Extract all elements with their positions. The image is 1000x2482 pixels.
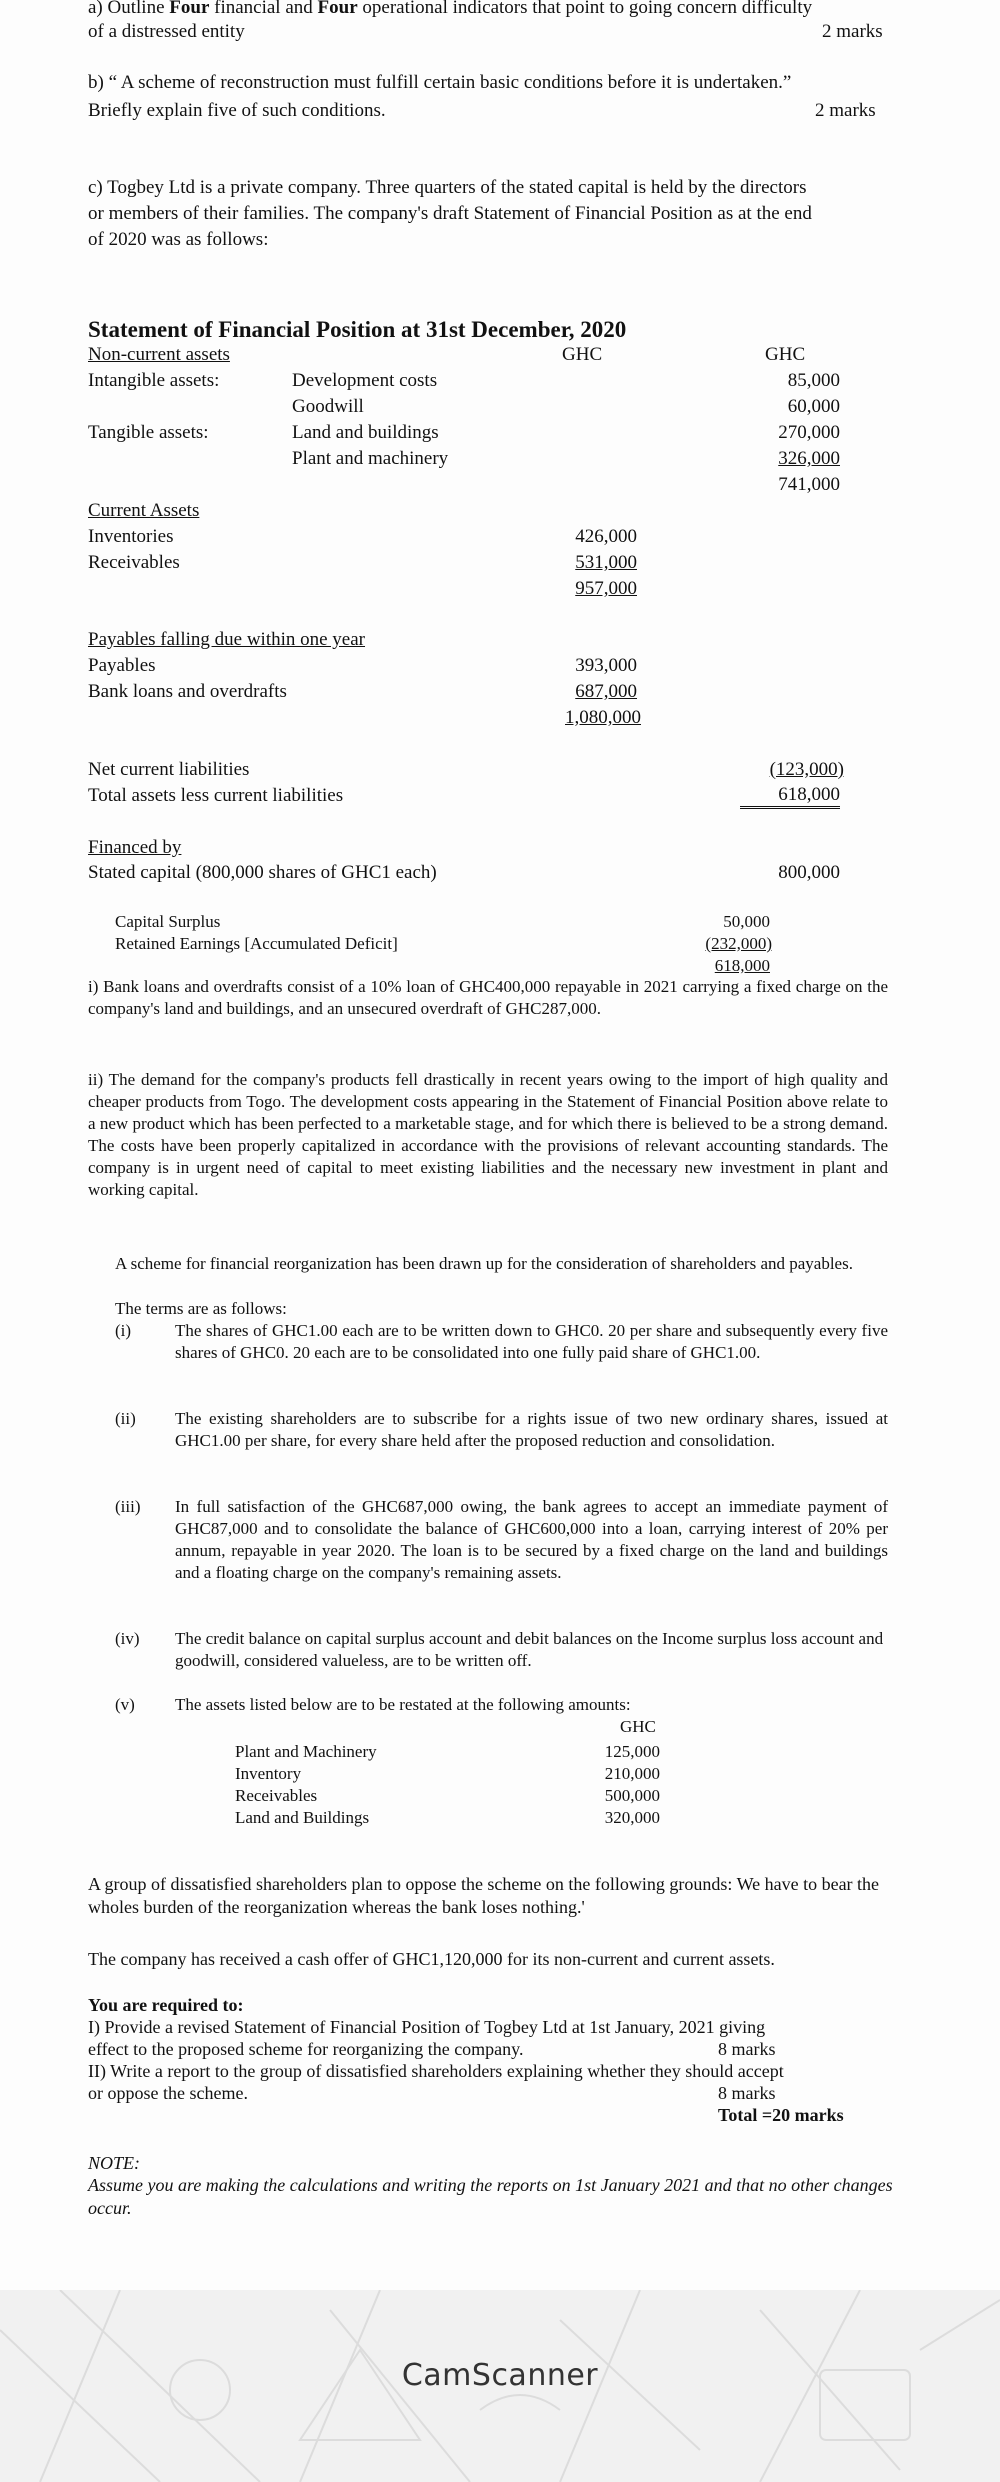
sofp-plant-value: 326,000 bbox=[778, 448, 840, 469]
question-b-line1: b) “ A scheme of reconstruction must fulfill certain basic conditions before it is undertaken.” bbox=[88, 72, 792, 93]
sofp-intangible-label: Intangible assets: bbox=[88, 370, 220, 391]
term-3-number: (iii) bbox=[115, 1497, 141, 1516]
cash-offer-paragraph: The company has received a cash offer of GHC1,120,000 for its non-current and current assets. bbox=[88, 1949, 775, 1969]
term-4-number: (iv) bbox=[115, 1629, 140, 1648]
question-c-line2: or members of their families. The company's draft Statement of Financial Position as at the end bbox=[88, 203, 812, 224]
scheme-intro: A scheme for financial reorganization has been drawn up for the consideration of shareholders and payables. bbox=[115, 1254, 853, 1273]
restated-item-4-label: Land and Buildings bbox=[235, 1808, 370, 1827]
sofp-dev-value: 85,000 bbox=[787, 370, 840, 391]
restated-item-1-label: Plant and Machinery bbox=[235, 1742, 377, 1761]
sofp-current-heading: Current Assets bbox=[88, 500, 200, 521]
sofp-ncl-label: Net current liabilities bbox=[88, 759, 250, 780]
sofp-surplus-value: 50,000 bbox=[723, 912, 770, 931]
term-2-text: The existing shareholders are to subscribe for a rights issue of two new ordinary shares, issued at GHC1.00 per share, for every share held after the proposed reduction and consolidation. bbox=[175, 1409, 888, 1450]
requirement-2-line2: or oppose the scheme. bbox=[88, 2083, 248, 2103]
requirement-2-marks: 8 marks bbox=[718, 2083, 776, 2103]
sofp-tal-value: 618,000 bbox=[740, 784, 840, 809]
sofp-ncl-value: (123,000) bbox=[769, 759, 844, 780]
sofp-dev-label: Development costs bbox=[292, 370, 438, 391]
sofp-retained-value: (232,000) bbox=[705, 934, 772, 953]
question-a-marks: 2 marks bbox=[822, 21, 883, 42]
sofp-stated-value: 800,000 bbox=[778, 862, 840, 883]
sofp-land-label: Land and buildings bbox=[292, 422, 439, 443]
sofp-receivables-value: 531,000 bbox=[575, 552, 637, 573]
sofp-bank-value: 687,000 bbox=[575, 681, 637, 702]
restated-item-1-value: 125,000 bbox=[604, 1742, 660, 1761]
sofp-tal-label: Total assets less current liabilities bbox=[88, 785, 344, 806]
dissatisfied-paragraph: A group of dissatisfied shareholders plan to oppose the scheme on the following grounds: We have to bear the wholes burden of the reorganization whereas the bank loses nothing.' bbox=[88, 1874, 880, 1917]
sofp-payables-heading: Payables falling due within one year bbox=[88, 629, 366, 650]
question-a-line2: of a distressed entity bbox=[88, 21, 245, 42]
sofp-cl-total: 1,080,000 bbox=[565, 707, 641, 728]
note-ii: ii) The demand for the company's products fell drastically in recent years owing to the import of high quality and cheaper products from Togo. The development costs appearing in the Statement of Financial Position above relate to a new product which has been perfected to a marketable stage, and for which there is believed to be a strong demand. The costs have been properly capitalized in accordance with the provisions of relevant accounting standards. The company is in urgent need of capital to meet existing liabilities and the necessary new investment in plant and working capital. bbox=[88, 1070, 888, 1199]
term-1-text: The shares of GHC1.00 each are to be written down to GHC0. 20 per share and subsequently every five shares of GHC0. 20 each are to be consolidated into one fully paid share of GHC1.00. bbox=[175, 1321, 888, 1362]
sofp-col2-header: GHC bbox=[765, 344, 806, 365]
term-5-number: (v) bbox=[115, 1695, 135, 1714]
sofp-receivables-label: Receivables bbox=[88, 552, 180, 573]
sofp-equity-total: 618,000 bbox=[714, 956, 770, 975]
sofp-land-value: 270,000 bbox=[778, 422, 840, 443]
sofp-payables-value: 393,000 bbox=[575, 655, 637, 676]
sofp-nca-total: 741,000 bbox=[778, 474, 840, 495]
requirement-1-line2: effect to the proposed scheme for reorganizing the company. bbox=[88, 2039, 524, 2059]
total-marks: Total =20 marks bbox=[718, 2105, 844, 2125]
requirement-1-marks: 8 marks bbox=[718, 2039, 776, 2059]
question-b-marks: 2 marks bbox=[815, 100, 876, 121]
term-1-number: (i) bbox=[115, 1321, 132, 1340]
term-3-text: In full satisfaction of the GHC687,000 owing, the bank agrees to accept an immediate payment of GHC87,000 and to consolidate the balance of GHC600,000 into a loan, carrying interest of 20% per annum, repayable in year 2020. The loan is to be secured by a fixed charge on the land and buildings and a floating charge on the company's remaining assets. bbox=[175, 1497, 888, 1582]
term-5-text: The assets listed below are to be restated at the following amounts: bbox=[175, 1695, 631, 1714]
question-c-line3: of 2020 was as follows: bbox=[88, 229, 269, 250]
terms-intro: The terms are as follows: bbox=[115, 1299, 287, 1318]
restated-item-2-value: 210,000 bbox=[604, 1764, 660, 1783]
note-i: i) Bank loans and overdrafts consist of a 10% loan of GHC400,000 repayable in 2021 carrying a fixed charge on the company's land and buildings, and an unsecured overdraft of GHC287,000. bbox=[88, 977, 888, 1018]
restated-item-2-label: Inventory bbox=[235, 1764, 302, 1783]
restated-ghc-header: GHC bbox=[620, 1717, 656, 1736]
sofp-plant-label: Plant and machinery bbox=[292, 448, 449, 469]
requirement-2-line1: II) Write a report to the group of dissatisfied shareholders explaining whether they should accept bbox=[88, 2061, 784, 2081]
note-heading: NOTE: bbox=[88, 2153, 141, 2173]
sofp-bank-label: Bank loans and overdrafts bbox=[88, 681, 287, 702]
requirement-1-line1: I) Provide a revised Statement of Financial Position of Togbey Ltd at 1st January, 2021 giving bbox=[88, 2017, 766, 2037]
sofp-col1-header: GHC bbox=[562, 344, 603, 365]
sofp-ca-total: 957,000 bbox=[575, 578, 637, 599]
term-4-text: The credit balance on capital surplus account and debit balances on the Income surplus loss account and goodwill, considered valueless, are to be written off. bbox=[175, 1629, 884, 1670]
sofp-surplus-label: Capital Surplus bbox=[115, 912, 221, 931]
sofp-inventories-value: 426,000 bbox=[575, 526, 637, 547]
required-heading: You are required to: bbox=[88, 1995, 244, 2015]
sofp-inventories-label: Inventories bbox=[88, 526, 174, 547]
sofp-payables-label: Payables bbox=[88, 655, 156, 676]
restated-item-3-label: Receivables bbox=[235, 1786, 318, 1805]
note-text: Assume you are making the calculations and writing the reports on 1st January 2021 and that no other changes occur. bbox=[88, 2175, 893, 2218]
restated-item-3-value: 500,000 bbox=[604, 1786, 660, 1805]
question-c-line1: c) Togbey Ltd is a private company. Three quarters of the stated capital is held by the directors bbox=[88, 177, 807, 198]
sofp-noncurrent-heading: Non-current assets bbox=[88, 344, 230, 365]
camscanner-brand: CamScanner bbox=[401, 2358, 599, 2393]
sofp-tangible-label: Tangible assets: bbox=[88, 422, 209, 443]
question-a-line1: a) Outline Four financial and Four operational indicators that point to going concern difficulty bbox=[88, 0, 813, 18]
sofp-financed-heading: Financed by bbox=[88, 837, 182, 858]
sofp-title: Statement of Financial Position at 31st December, 2020 bbox=[88, 317, 627, 342]
sofp-goodwill-label: Goodwill bbox=[292, 396, 364, 417]
question-b-line2: Briefly explain five of such conditions. bbox=[88, 100, 386, 121]
restated-item-4-value: 320,000 bbox=[604, 1808, 660, 1827]
sofp-goodwill-value: 60,000 bbox=[787, 396, 840, 417]
term-2-number: (ii) bbox=[115, 1409, 136, 1428]
sofp-stated-label: Stated capital (800,000 shares of GHC1 each) bbox=[88, 862, 437, 883]
sofp-retained-label: Retained Earnings [Accumulated Deficit] bbox=[115, 934, 398, 953]
